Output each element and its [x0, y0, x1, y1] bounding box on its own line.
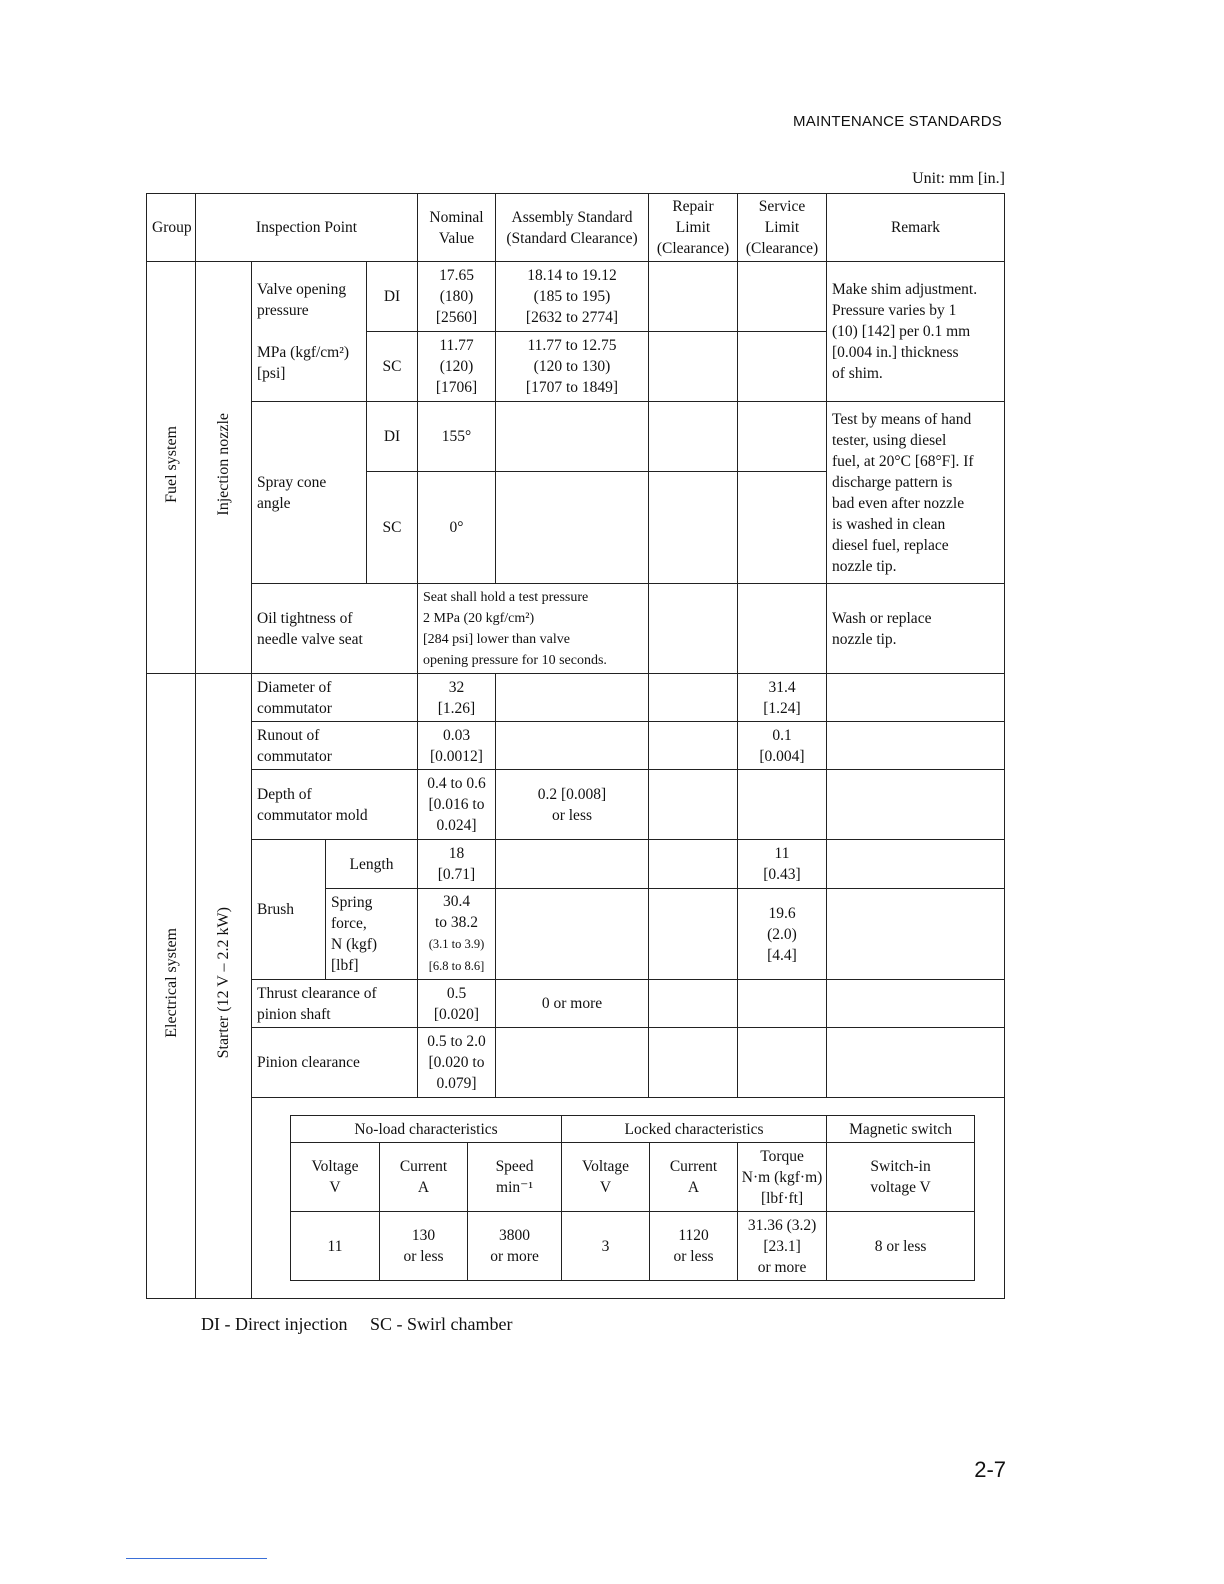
val-locked-current: 1120 or less: [650, 1212, 738, 1281]
runout-repair: [649, 722, 738, 770]
valve-di-service: [738, 262, 827, 332]
depth-service: [738, 770, 827, 840]
oil-remark: Wash or replace nozzle tip.: [827, 584, 1005, 674]
spray-sc-type: SC: [367, 472, 418, 584]
brush-length-nominal: 18 [0.71]: [418, 840, 496, 889]
pinion-remark: [827, 1028, 1005, 1098]
head-torque: Torque N·m (kgf·m) [lbf·ft]: [738, 1143, 827, 1212]
characteristics-table: [290, 1115, 975, 1281]
col-group: Group: [147, 194, 196, 262]
valve-opening-label: Valve opening pressure MPa (kgf/cm²) [psi]: [252, 262, 367, 402]
diameter-nominal: 32 [1.26]: [418, 674, 496, 722]
brush-spring-label: Spring force, N (kgf) [lbf]: [326, 889, 418, 980]
col-repair: Repair Limit (Clearance): [649, 194, 738, 262]
val-voltage: 11: [291, 1212, 380, 1281]
oil-service: [738, 584, 827, 674]
head-switch-in: Switch-in voltage V: [827, 1143, 975, 1212]
valve-di-repair: [649, 262, 738, 332]
spray-cone-label: Spray cone angle: [252, 402, 367, 584]
col-inspection-point: Inspection Point: [196, 194, 418, 262]
oil-tightness-label: Oil tightness of needle valve seat: [252, 584, 418, 674]
section-header: MAINTENANCE STANDARDS: [793, 113, 1002, 130]
page-number: 2-7: [974, 1457, 1006, 1482]
valve-di-type: DI: [367, 262, 418, 332]
footnote-di: DI - Direct injection: [201, 1314, 348, 1334]
valve-sc-assembly: 11.77 to 12.75 (120 to 130) [1707 to 1849]: [496, 332, 649, 402]
diameter-assembly: [496, 674, 649, 722]
val-torque: 31.36 (3.2) [23.1] or more: [738, 1212, 827, 1281]
group-electrical-system: Electrical system: [147, 674, 196, 1299]
spray-di-type: DI: [367, 402, 418, 472]
val-current: 130 or less: [380, 1212, 468, 1281]
valve-sc-nominal: 11.77 (120) [1706]: [418, 332, 496, 402]
valve-remark: Make shim adjustment. Pressure varies by 1 (10) [142] per 0.1 mm [0.004 in.] thickness of shim.: [827, 262, 1005, 402]
col-assembly: Assembly Standard (Standard Clearance): [496, 194, 649, 262]
head-speed: Speed min⁻¹: [468, 1143, 562, 1212]
oil-repair: [649, 584, 738, 674]
depth-nominal: 0.4 to 0.6 [0.016 to 0.024]: [418, 770, 496, 840]
table-header-row: [147, 194, 1005, 262]
thrust-service: [738, 980, 827, 1028]
thrust-assembly: 0 or more: [496, 980, 649, 1028]
valve-sc-type: SC: [367, 332, 418, 402]
footnote: [201, 1314, 530, 1335]
char-group-row: [291, 1116, 975, 1143]
table-row: [147, 980, 1005, 1028]
table-row: [147, 674, 1005, 722]
table-row: [147, 1028, 1005, 1098]
spray-sc-assembly: [496, 472, 649, 584]
valve-di-nominal: 17.65 (180) [2560]: [418, 262, 496, 332]
bottom-rule: [126, 1558, 267, 1559]
spray-di-repair: [649, 402, 738, 472]
col-nominal: Nominal Value: [418, 194, 496, 262]
spray-di-assembly: [496, 402, 649, 472]
diameter-label: Diameter of commutator: [252, 674, 418, 722]
depth-label: Depth of commutator mold: [252, 770, 418, 840]
diameter-remark: [827, 674, 1005, 722]
brush-spring-service: 19.6 (2.0) [4.4]: [738, 889, 827, 980]
brush-spring-remark: [827, 889, 1005, 980]
sub-injection-nozzle: Injection nozzle: [196, 262, 252, 674]
valve-di-assembly: 18.14 to 19.12 (185 to 195) [2632 to 2774]: [496, 262, 649, 332]
diameter-service: 31.4 [1.24]: [738, 674, 827, 722]
table-row: [147, 840, 1005, 889]
spray-di-service: [738, 402, 827, 472]
table-row: [147, 770, 1005, 840]
brush-spring-repair: [649, 889, 738, 980]
depth-remark: [827, 770, 1005, 840]
table-row: [147, 402, 1005, 472]
diameter-repair: [649, 674, 738, 722]
head-current: Current A: [380, 1143, 468, 1212]
footnote-sc: SC - Swirl chamber: [369, 1314, 513, 1334]
spray-sc-repair: [649, 472, 738, 584]
pinion-nominal: 0.5 to 2.0 [0.020 to 0.079]: [418, 1028, 496, 1098]
char-head-row: [291, 1143, 975, 1212]
runout-nominal: 0.03 [0.0012]: [418, 722, 496, 770]
pinion-service: [738, 1028, 827, 1098]
val-speed: 3800 or more: [468, 1212, 562, 1281]
runout-remark: [827, 722, 1005, 770]
val-locked-voltage: 3: [562, 1212, 650, 1281]
spray-di-nominal: 155°: [418, 402, 496, 472]
head-locked-voltage: Voltage V: [562, 1143, 650, 1212]
brush-spring-assembly: [496, 889, 649, 980]
val-switch-in: 8 or less: [827, 1212, 975, 1281]
brush-length-assembly: [496, 840, 649, 889]
depth-repair: [649, 770, 738, 840]
runout-label: Runout of commutator: [252, 722, 418, 770]
spray-sc-nominal: 0°: [418, 472, 496, 584]
pinion-assembly: [496, 1028, 649, 1098]
col-service: Service Limit (Clearance): [738, 194, 827, 262]
magnetic-heading: Magnetic switch: [827, 1116, 975, 1143]
runout-service: 0.1 [0.004]: [738, 722, 827, 770]
table-row: [147, 584, 1005, 674]
table-row: [147, 262, 1005, 332]
brush-length-service: 11 [0.43]: [738, 840, 827, 889]
brush-label: Brush: [252, 840, 326, 980]
pinion-repair: [649, 1028, 738, 1098]
thrust-label: Thrust clearance of pinion shaft: [252, 980, 418, 1028]
char-value-row: [291, 1212, 975, 1281]
brush-spring-nominal: 30.4 to 38.2 (3.1 to 3.9) [6.8 to 8.6]: [418, 889, 496, 980]
valve-sc-service: [738, 332, 827, 402]
group-fuel-system: Fuel system: [147, 262, 196, 674]
pinion-label: Pinion clearance: [252, 1028, 418, 1098]
spray-remark: Test by means of hand tester, using diesel fuel, at 20°C [68°F]. If discharge pattern is bad even after nozzle is washed in clean diesel fuel, replace nozzle tip.: [827, 402, 1005, 584]
valve-sc-repair: [649, 332, 738, 402]
head-voltage: Voltage V: [291, 1143, 380, 1212]
col-remark: Remark: [827, 194, 1005, 262]
locked-heading: Locked characteristics: [562, 1116, 827, 1143]
thrust-remark: [827, 980, 1005, 1028]
brush-length-repair: [649, 840, 738, 889]
thrust-repair: [649, 980, 738, 1028]
brush-length-remark: [827, 840, 1005, 889]
table-row: [147, 722, 1005, 770]
runout-assembly: [496, 722, 649, 770]
spray-sc-service: [738, 472, 827, 584]
thrust-nominal: 0.5 [0.020]: [418, 980, 496, 1028]
brush-length-label: Length: [326, 840, 418, 889]
unit-label: Unit: mm [in.]: [912, 170, 1005, 187]
oil-tightness-value: Seat shall hold a test pressure 2 MPa (20 kgf/cm²) [284 psi] lower than valve opening pressure for 10 seconds.: [418, 584, 649, 674]
depth-assembly: 0.2 [0.008] or less: [496, 770, 649, 840]
head-locked-current: Current A: [650, 1143, 738, 1212]
sub-starter: Starter (12 V – 2.2 kW): [196, 674, 252, 1299]
noload-heading: No-load characteristics: [291, 1116, 562, 1143]
